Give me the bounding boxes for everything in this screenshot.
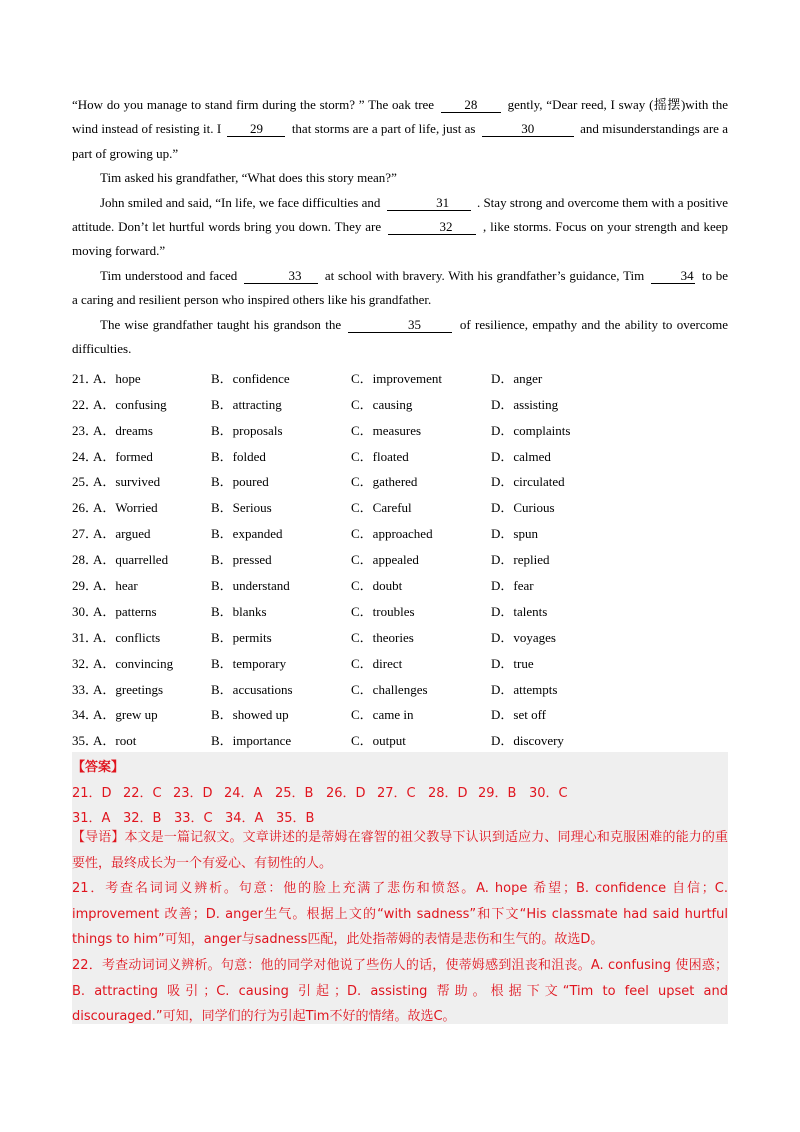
question-row bbox=[72, 390, 728, 416]
question-number: 27． bbox=[72, 526, 99, 542]
question-row bbox=[72, 675, 728, 701]
blank-30: 30 bbox=[482, 122, 574, 137]
text: at school with bravery. With his grandfather’s guidance, Tim bbox=[324, 267, 645, 283]
question-number: 33． bbox=[72, 681, 99, 697]
answer-key-item: 26．D bbox=[326, 786, 366, 801]
question-number: 32． bbox=[72, 655, 99, 671]
blank-31: 31 bbox=[387, 196, 471, 211]
option-a: A．confusing bbox=[93, 396, 167, 412]
question-row bbox=[72, 623, 728, 649]
blank-35: 35 bbox=[348, 318, 452, 333]
option-a: A．dreams bbox=[93, 422, 153, 438]
option-b: B．poured bbox=[211, 474, 269, 490]
text: The wise grandfather taught his grandson the bbox=[100, 316, 342, 332]
option-a: A．greetings bbox=[93, 681, 164, 697]
option-d: D．set off bbox=[491, 707, 547, 723]
question-number: 21． bbox=[72, 370, 99, 386]
text: of resilience, empathy and the ability to overcome difficulties. bbox=[72, 316, 729, 357]
question-number: 29． bbox=[72, 578, 99, 594]
answer-key-row-2 bbox=[72, 807, 327, 826]
question-number: 28． bbox=[72, 552, 99, 568]
option-b: B．folded bbox=[211, 448, 266, 464]
answer-key-item: 27．C bbox=[377, 786, 416, 801]
paragraph-1 bbox=[72, 93, 728, 166]
question-row bbox=[72, 572, 728, 598]
option-b: B．pressed bbox=[211, 552, 272, 568]
answer-key-item: 35．B bbox=[276, 811, 315, 826]
option-a: A．argued bbox=[93, 526, 151, 542]
option-d: D．circulated bbox=[491, 474, 565, 490]
option-c: C．output bbox=[351, 733, 406, 749]
question-row bbox=[72, 546, 728, 572]
option-d: D．Curious bbox=[491, 500, 555, 516]
option-d: D．true bbox=[491, 655, 534, 671]
option-d: D．complaints bbox=[491, 422, 571, 438]
question-row bbox=[72, 520, 728, 546]
option-b: B．accusations bbox=[211, 681, 293, 697]
option-d: D．fear bbox=[491, 578, 534, 594]
option-c: C．approached bbox=[351, 526, 433, 542]
option-a: A．Worried bbox=[93, 500, 158, 516]
option-c: C．causing bbox=[351, 396, 413, 412]
option-c: C．appealed bbox=[351, 552, 419, 568]
text: . Stay strong and overcome them with a positive attitude. Don’t let hurtful words bring you down. They are bbox=[72, 194, 728, 235]
text: , like storms. Focus on your strength and keep moving forward.” bbox=[72, 219, 729, 259]
option-c: C．troubles bbox=[351, 603, 415, 619]
paragraph-3 bbox=[72, 191, 728, 264]
question-row bbox=[72, 416, 728, 442]
option-c: C．measures bbox=[351, 422, 422, 438]
question-row bbox=[72, 701, 728, 727]
option-a: A．patterns bbox=[93, 603, 157, 619]
option-d: D．assisting bbox=[491, 396, 559, 412]
question-row bbox=[72, 727, 728, 753]
question-number: 34． bbox=[72, 707, 99, 723]
option-d: D．talents bbox=[491, 603, 548, 619]
option-b: B．blanks bbox=[211, 603, 267, 619]
question-number: 24． bbox=[72, 448, 99, 464]
option-a: A．grew up bbox=[93, 707, 158, 723]
question-row bbox=[72, 442, 728, 468]
option-d: D．attempts bbox=[491, 681, 558, 697]
blank-32: 32 bbox=[388, 220, 476, 235]
answer-key-item: 21．D bbox=[72, 786, 112, 801]
option-a: A．hope bbox=[93, 370, 141, 386]
text: to be a caring and resilient person who inspired others like his grandfather. bbox=[72, 267, 729, 308]
text: and misunderstandings are a part of growing up.” bbox=[72, 121, 729, 161]
question-number: 26． bbox=[72, 500, 99, 516]
option-c: C．came in bbox=[351, 707, 414, 723]
option-c: C．challenges bbox=[351, 681, 428, 697]
answer-key-row-1 bbox=[72, 782, 580, 801]
text: gently, “Dear reed, I sway (摇摆)with the wind instead of resisting it. I bbox=[72, 97, 729, 137]
option-a: A．quarrelled bbox=[93, 552, 169, 568]
paragraph-5 bbox=[72, 313, 728, 362]
option-c: C．gathered bbox=[351, 474, 418, 490]
option-b: B．expanded bbox=[211, 526, 283, 542]
text: John smiled and said, “In life, we face difficulties and bbox=[100, 194, 381, 210]
option-b: B．importance bbox=[211, 733, 292, 749]
paragraph-4 bbox=[72, 264, 728, 313]
option-b: B．understand bbox=[211, 578, 290, 594]
answer-key-item: 32．B bbox=[123, 811, 162, 826]
guide-text: 【导语】本文是一篇记叙文。文章讲述的是蒂姆在睿智的祖父教导下认识到适应力、同理心和克服困难的能力的重要性，最终成长为一个有爱心、有韧性的人。 bbox=[72, 830, 728, 871]
question-row bbox=[72, 364, 728, 390]
option-a: A．survived bbox=[93, 474, 161, 490]
option-d: D．voyages bbox=[491, 629, 556, 645]
option-b: B．confidence bbox=[211, 370, 290, 386]
text: that storms are a part of life, just as bbox=[291, 121, 476, 137]
option-a: A．root bbox=[93, 733, 137, 749]
option-d: D．replied bbox=[491, 552, 550, 568]
answer-key-item: 28．D bbox=[428, 786, 468, 801]
blank-34: 34 bbox=[651, 269, 695, 284]
explanation-22: 22．考查动词词义辨析。句意：他的同学对他说了些伤人的话，使蒂姆感到沮丧和沮丧。A. confusing 使困惑；B. attracting 吸引；C. causing 引起；D. assisting 帮助。根据下文“Tim to feel upset and discouraged.”可知，同学们的行为引起Tim不好的情绪。故选C。 bbox=[72, 958, 728, 1025]
question-row bbox=[72, 649, 728, 675]
answer-key-item: 29．B bbox=[478, 786, 517, 801]
option-a: A．formed bbox=[93, 448, 153, 464]
option-c: C．improvement bbox=[351, 370, 442, 386]
answer-key-item: 23．D bbox=[173, 786, 213, 801]
option-a: A．convincing bbox=[93, 655, 174, 671]
question-row bbox=[72, 468, 728, 494]
passage bbox=[72, 93, 728, 753]
answer-heading: 【答案】 bbox=[72, 760, 125, 775]
option-b: B．showed up bbox=[211, 707, 289, 723]
question-number: 30． bbox=[72, 603, 99, 619]
option-b: B．proposals bbox=[211, 422, 283, 438]
question-number: 22． bbox=[72, 396, 99, 412]
blank-33: 33 bbox=[244, 269, 318, 284]
option-b: B．temporary bbox=[211, 655, 287, 671]
options-list bbox=[72, 364, 728, 752]
option-d: D．anger bbox=[491, 370, 543, 386]
answer-key-item: 31．A bbox=[72, 811, 111, 826]
option-d: D．calmed bbox=[491, 448, 551, 464]
option-d: D．discovery bbox=[491, 733, 564, 749]
option-c: C．theories bbox=[351, 629, 414, 645]
option-b: B．attracting bbox=[211, 396, 282, 412]
answer-key-item: 33．C bbox=[174, 811, 213, 826]
text: “How do you manage to stand firm during the storm? ” The oak tree bbox=[72, 97, 435, 112]
answer-key-item: 25．B bbox=[275, 786, 314, 801]
question-row bbox=[72, 597, 728, 623]
option-c: C．direct bbox=[351, 655, 403, 671]
option-a: A．conflicts bbox=[93, 629, 161, 645]
paragraph-2: Tim asked his grandfather, “What does this story mean?” bbox=[100, 170, 397, 186]
answer-key-item: 30．C bbox=[529, 786, 568, 801]
blank-29: 29 bbox=[227, 122, 285, 137]
explanation-21: 21．考查名词词义辨析。句意：他的脸上充满了悲伤和愤怒。A. hope 希望；B. confidence 自信；C. improvement 改善；D. anger生气。根据上文的“with sadness”和下文“His classmate had said hurtful things to him”可知，anger与sadness匹配，此处指蒂姆的表情是悲伤和生气的。故选D。 bbox=[72, 881, 728, 948]
option-b: B．permits bbox=[211, 629, 272, 645]
question-row bbox=[72, 494, 728, 520]
option-d: D．spun bbox=[491, 526, 538, 542]
option-c: C．Careful bbox=[351, 500, 412, 516]
option-b: B．Serious bbox=[211, 500, 272, 516]
option-a: A．hear bbox=[93, 578, 138, 594]
question-number: 25． bbox=[72, 474, 99, 490]
question-number: 35． bbox=[72, 733, 99, 749]
option-c: C．floated bbox=[351, 448, 409, 464]
option-c: C．doubt bbox=[351, 578, 403, 594]
answer-key-item: 34．A bbox=[225, 811, 264, 826]
answer-key-item: 22．C bbox=[123, 786, 162, 801]
question-number: 31． bbox=[72, 629, 99, 645]
question-number: 23． bbox=[72, 422, 99, 438]
answer-section bbox=[72, 752, 728, 1024]
text: Tim understood and faced bbox=[100, 267, 238, 283]
blank-28: 28 bbox=[441, 98, 501, 113]
answer-key-item: 24．A bbox=[224, 786, 263, 801]
